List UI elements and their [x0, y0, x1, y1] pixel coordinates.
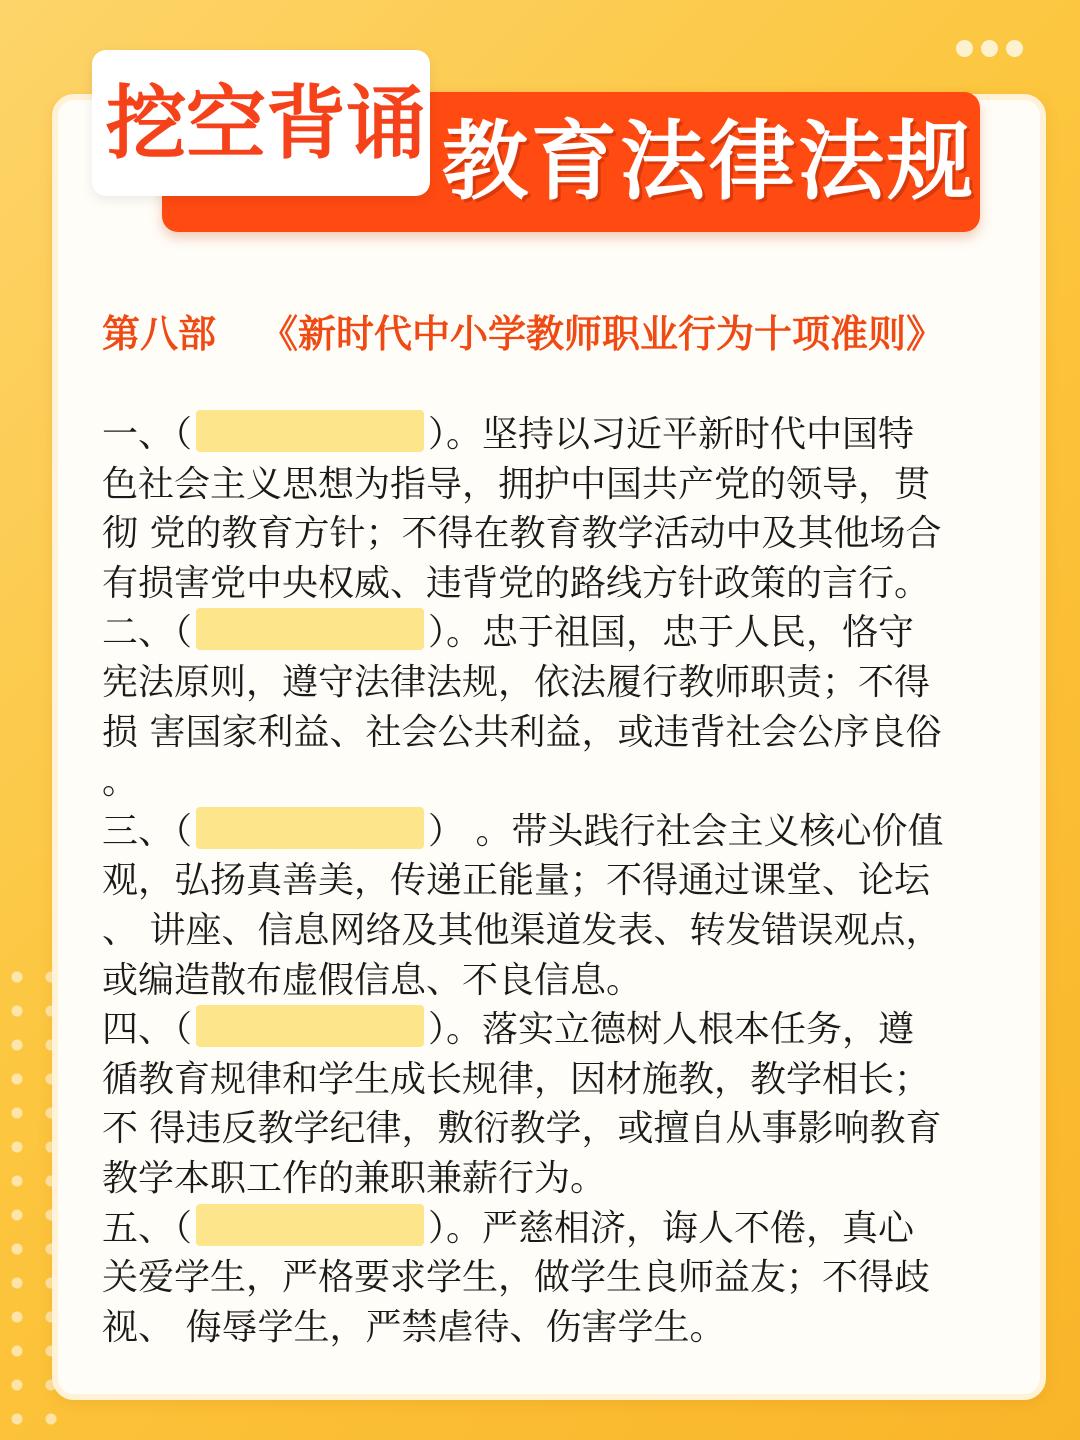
item-number: 一、（: [102, 414, 193, 455]
text-line: 不 得违反教学纪律，敷衍教学，或擅自从事影响教育: [102, 1108, 942, 1150]
fill-blank: [196, 1005, 424, 1047]
text-line: 、 讲座、信息网络及其他渠道发表、转发错误观点，: [102, 909, 942, 951]
text-line: 教学本职工作的兼职兼薪行为。: [102, 1157, 607, 1199]
list-item: [102, 608, 992, 658]
text-line: 色社会主义思想为指导，拥护中国共产党的领导，贯: [102, 463, 931, 505]
item-number: 三、（: [102, 810, 193, 852]
item-text: ）。坚持以习近平新时代中国特: [428, 414, 915, 455]
text-line: 或编造散布虚假信息、不良信息。: [102, 959, 643, 1001]
item-text: ） 。带头践行社会主义核心价值: [428, 810, 944, 852]
list-item: [102, 410, 992, 460]
item-text: ）。落实立德树人根本任务，遵: [428, 1009, 915, 1051]
text-line: 循教育规律和学生成长规律，因材施教，教学相长；: [102, 1058, 931, 1100]
text-line: 。: [102, 761, 139, 803]
item-text: ）。严慈相济，诲人不倦，真心: [428, 1207, 915, 1249]
section-part: 第八部: [102, 312, 217, 356]
rules-body: [102, 410, 992, 1352]
list-item: [102, 807, 992, 857]
fill-blank: [196, 410, 424, 452]
text-line: 关爱学生，严格要求学生，做学生良师益友；不得歧: [102, 1257, 931, 1299]
fill-blank: [196, 608, 424, 650]
fill-blank: [196, 807, 424, 849]
tag-label: 挖空背诵: [106, 77, 426, 170]
section-name: 《新时代中小学教师职业行为十项准则》: [260, 312, 945, 356]
item-number: 四、（: [102, 1009, 193, 1051]
more-dots-icon: [956, 40, 1023, 57]
item-text: ）。忠于祖国，忠于人民，恪守: [428, 612, 915, 654]
text-line: 损 害国家利益、社会公共利益，或违背社会公序良俗: [102, 711, 942, 753]
section-heading: [102, 306, 1002, 362]
fill-blank: [196, 1204, 424, 1246]
page-title: 教育法律法规: [442, 112, 976, 212]
text-line: 观，弘扬真善美，传递正能量；不得通过课堂、论坛: [102, 860, 931, 902]
item-number: 二、（: [102, 612, 193, 654]
text-line: 有损害党中央权威、违背党的路线方针政策的言行。: [102, 562, 931, 604]
title-tag: [92, 50, 430, 196]
list-item: [102, 1005, 992, 1055]
text-line: 彻 党的教育方针；不得在教育教学活动中及其他场合: [102, 513, 942, 555]
text-line: 宪法原则，遵守法律法规，依法履行教师职责；不得: [102, 661, 931, 703]
text-line: 视、 侮辱学生，严禁虐待、伤害学生。: [102, 1306, 726, 1348]
item-number: 五、（: [102, 1207, 193, 1249]
list-item: [102, 1204, 992, 1254]
